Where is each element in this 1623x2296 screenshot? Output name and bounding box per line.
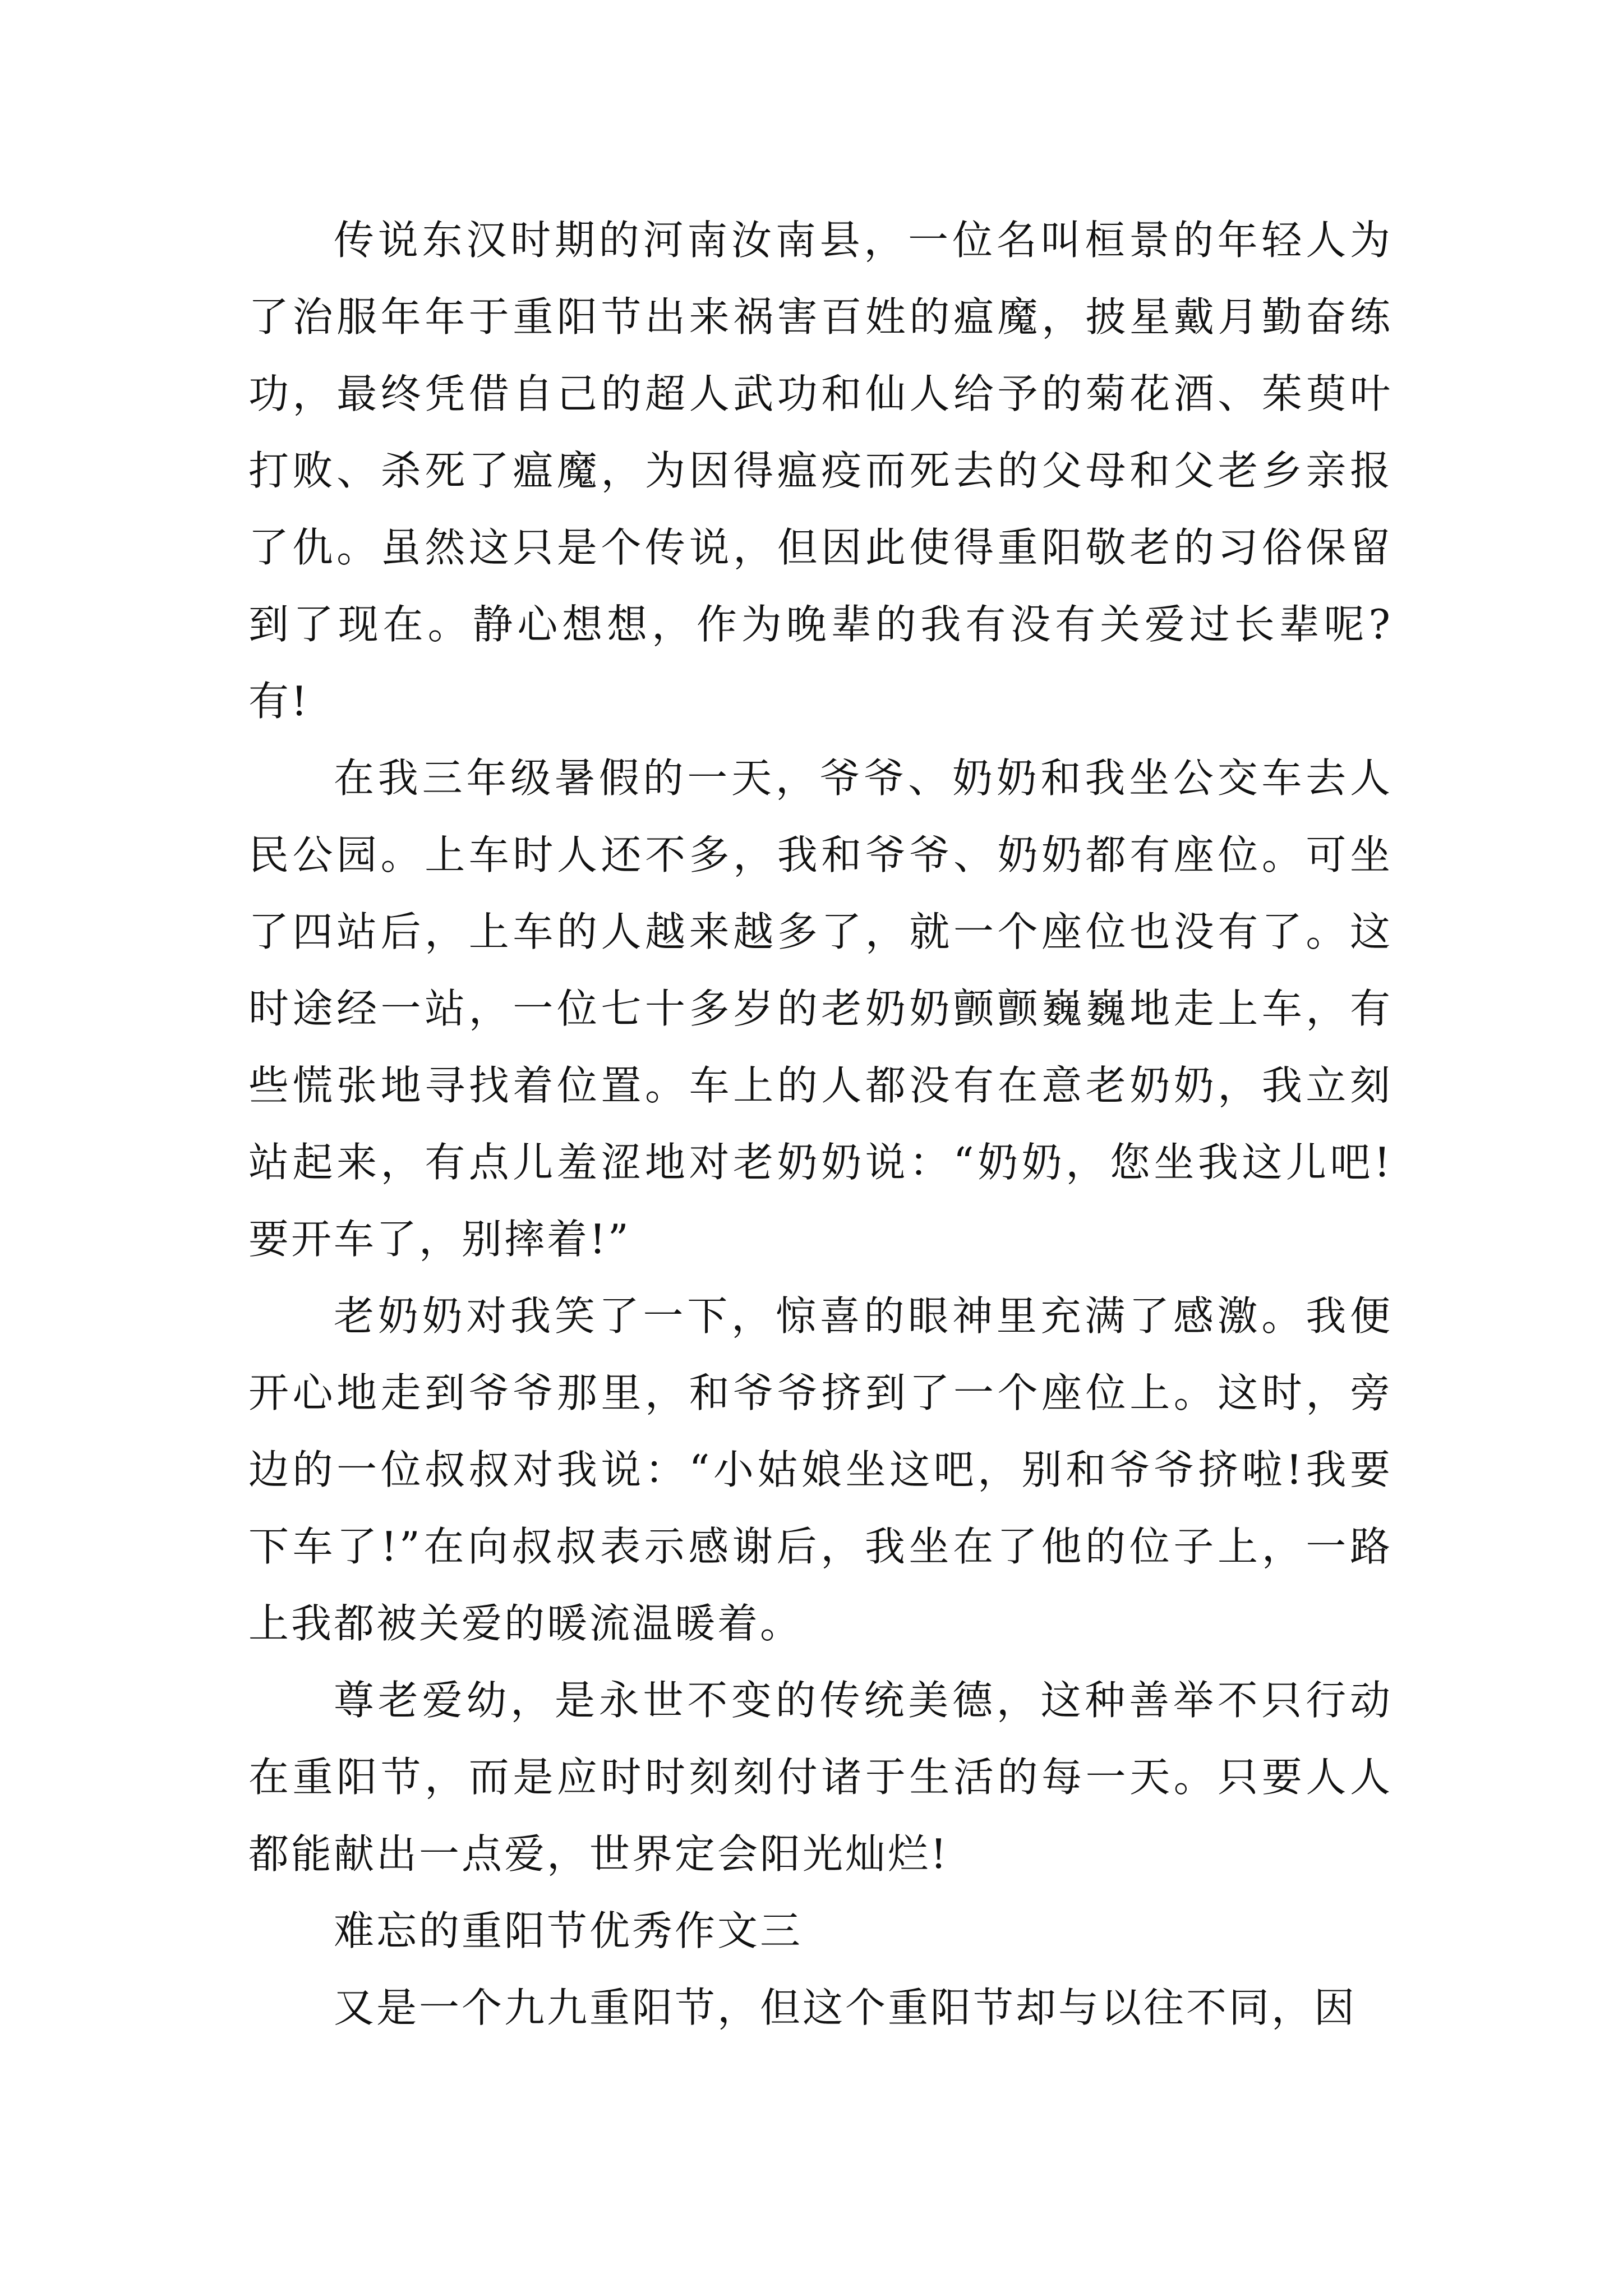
- paragraph-conclusion: 尊老爱幼，是永世不变的传统美德，这种善举不只行动在重阳节，而是应时时刻刻付诸于生活的每一天。只要人人都能献出一点爱，世界定会阳光灿烂!: [248, 1677, 1393, 1878]
- document-body: [248, 202, 1393, 2046]
- paragraph-grandma-thanks: 老奶奶对我笑了一下，惊喜的眼神里充满了感激。我便开心地走到爷爷那里，和爷爷挤到了一个座位上。这时，旁边的一位叔叔对我说：“小姑娘坐这吧，别和爷爷挤啦!我要下车了!”在向叔叔表示感谢后，我坐在了他的位子上，一路上我都被关爱的暖流温暖着。: [248, 1292, 1393, 1647]
- paragraph-bus-story: 在我三年级暑假的一天，爷爷、奶奶和我坐公交车去人民公园。上车时人还不多，我和爷爷、奶奶都有座位。可坐了四站后，上车的人越来越多了，就一个座位也没有了。这时途经一站，一位七十多岁的老奶奶颤颤巍巍地走上车，有些慌张地寻找着位置。车上的人都没有在意老奶奶，我立刻站起来，有点儿羞涩地对老奶奶说：“奶奶，您坐我这儿吧!要开车了，别摔着!”: [248, 754, 1393, 1263]
- paragraph-next-essay: 又是一个九九重阳节，但这个重阳节却与以往不同，因: [334, 1984, 1357, 2031]
- paragraph-legend: 传说东汉时期的河南汝南县，一位名叫桓景的年轻人为了治服年年于重阳节出来祸害百姓的瘟魔，披星戴月勤奋练功，最终凭借自己的超人武功和仙人给予的菊花酒、茱萸叶打败、杀死了瘟魔，为因得瘟疫而死去的父母和父老乡亲报了仇。虽然这只是个传说，但因此使得重阳敬老的习俗保留到了现在。静心想想，作为晚辈的我有没有关爱过长辈呢?有!: [248, 217, 1393, 725]
- essay-heading: 难忘的重阳节优秀作文三: [334, 1907, 803, 1954]
